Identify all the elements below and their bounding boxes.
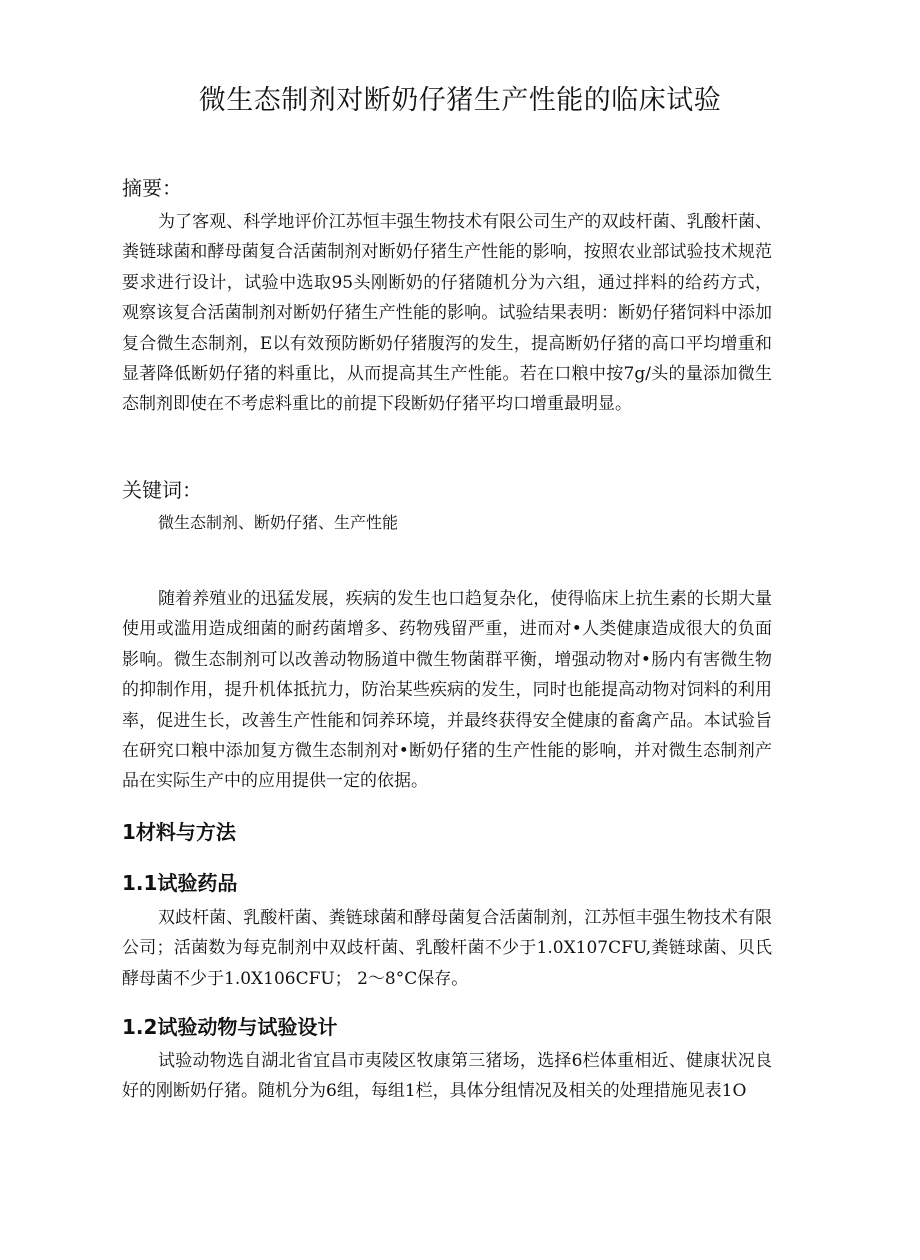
- section-1-2-heading: 1.2试验动物与试验设计: [122, 1015, 338, 1039]
- section-1-1-paragraph: 双歧杆菌、乳酸杆菌、粪链球菌和酵母菌复合活菌制剂，江苏恒丰强生物技术有限公司；活菌数为每克制剂中双歧杆菌、乳酸杆菌不少于1.0X107CFU,粪链球菌、贝氏酵母菌不少于1.0X106CFU； 2〜8°C保存。: [122, 908, 772, 989]
- section-1-heading: 1材料与方法: [122, 820, 236, 844]
- keywords-heading: 关键词：: [122, 478, 202, 502]
- abstract-heading: 摘要：: [122, 176, 182, 200]
- abstract-paragraph: 为了客观、科学地评价江苏恒丰强生物技术有限公司生产的双歧杆菌、乳酸杆菌、粪链球菌和酵母菌复合活菌制剂对断奶仔猪生产性能的影响，按照农业部试验技术规范要求进行设计，试验中选取95头刚断奶的仔猪随机分为六组，通过拌料的给药方式，观察该复合活菌制剂对断奶仔猪生产性能的影响。试验结果表明：断奶仔猪饲料中添加复合微生态制剂，E以有效预防断奶仔猪腹泻的发生，提高断奶仔猪的高口平均增重和显著降低断奶仔猪的料重比，从而提高其生产性能。若在口粮中按7g/头的量添加微生态制剂即使在不考虑料重比的前提下段断奶仔猪平均口增重最明显。: [122, 212, 772, 415]
- introduction-paragraph: 随着养殖业的迅猛发展，疾病的发生也口趋复杂化，使得临床上抗生素的长期大量使用或滥用造成细菌的耐药菌增多、药物残留严重，进而对•人类健康造成很大的负面影响。微生态制剂可以改善动物肠道中微生物菌群平衡，增强动物对•肠内有害微生物的抑制作用，提升机体抵抗力，防治某些疾病的发生，同时也能提高动物对饲料的利用率，促进生长，改善生产性能和饲养环境，并最终获得安全健康的畜禽产品。本试验旨在研究口粮中添加复方微生态制剂对•断奶仔猪的生产性能的影响，并对微生态制剂产品在实际生产中的应用提供一定的依据。: [122, 589, 772, 792]
- section-1-1-heading: 1.1试验药品: [122, 871, 238, 895]
- section-1-2-paragraph: 试验动物选自湖北省宜昌市夷陵区牧康第三猪场，选择6栏体重相近、健康状况良好的刚断奶仔猪。随机分为6组，每组1栏，具体分组情况及相关的处理措施见表1O: [122, 1051, 772, 1102]
- keywords-text: 微生态制剂、断奶仔猪、生产性能: [158, 513, 399, 532]
- document-title: 微生态制剂对断奶仔猪生产性能的临床试验: [198, 85, 722, 116]
